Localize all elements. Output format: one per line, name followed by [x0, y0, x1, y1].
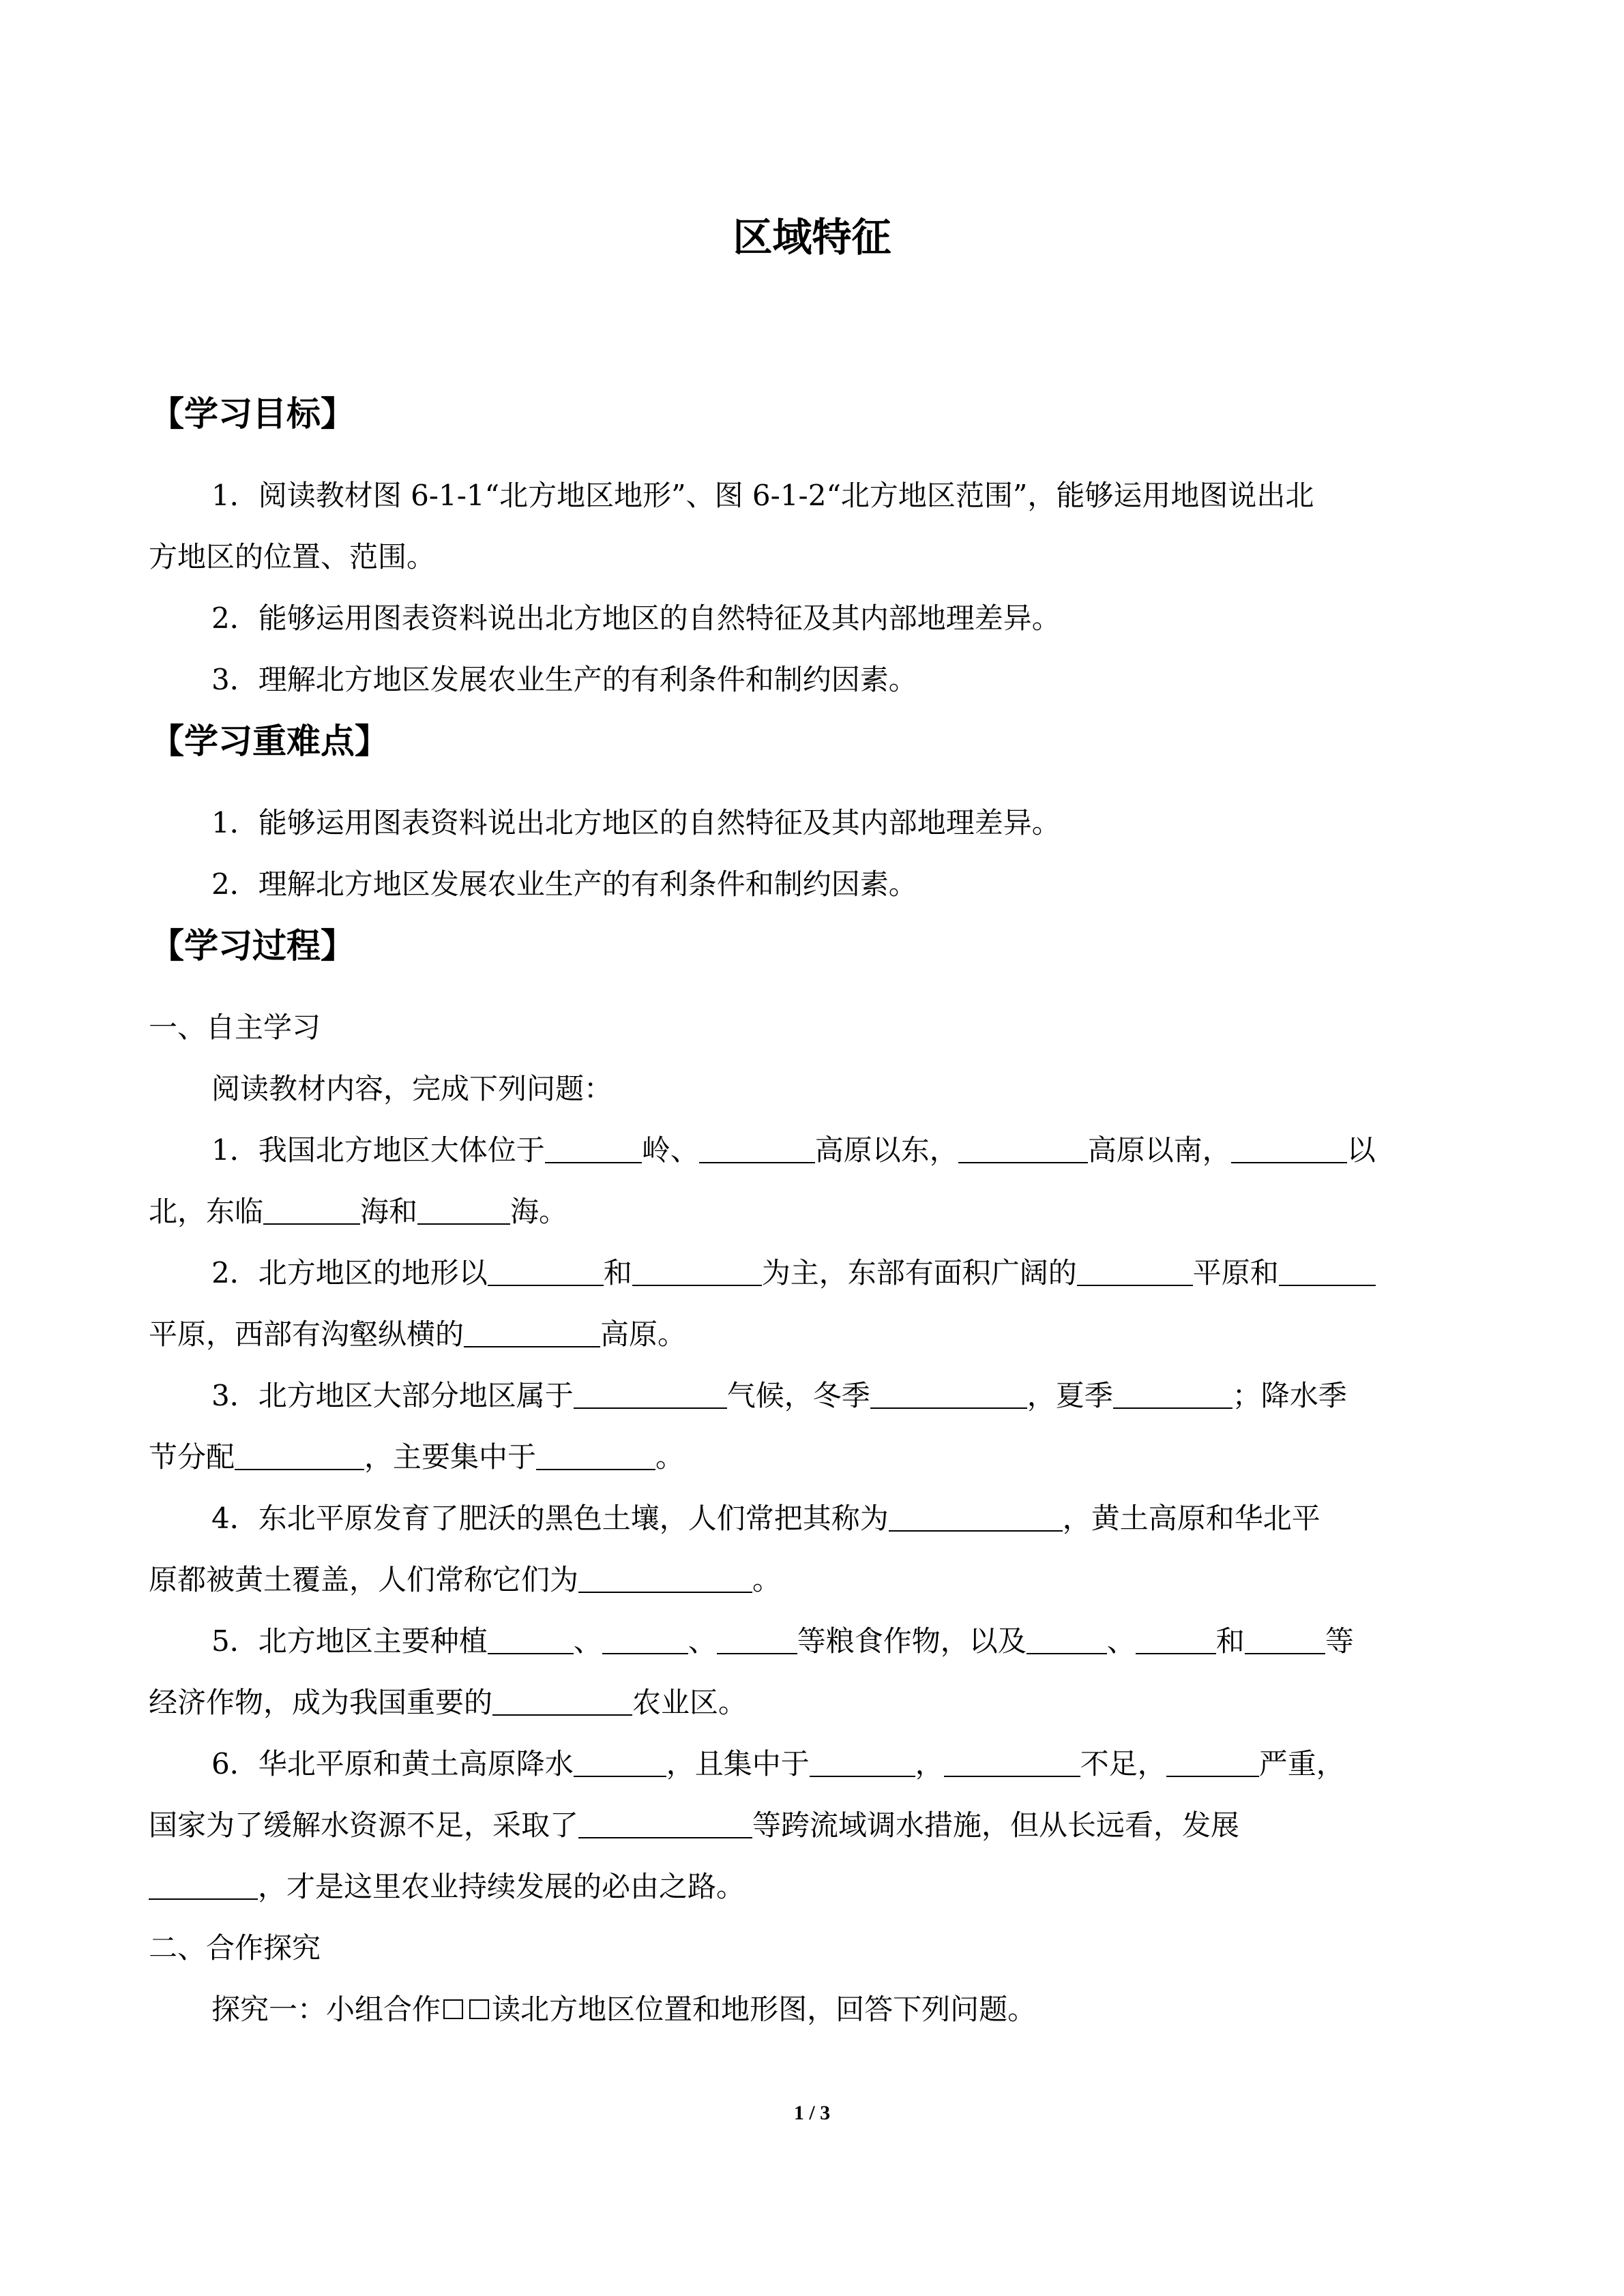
fill-blank[interactable] — [699, 1133, 815, 1163]
q2-text-c: 为主，东部有面积广阔的 — [761, 1256, 1077, 1289]
fill-blank[interactable] — [488, 1256, 604, 1286]
fill-blank[interactable] — [889, 1502, 1063, 1532]
heading-objectives: 【学习目标】 — [150, 394, 355, 434]
fill-blank[interactable] — [602, 1624, 688, 1654]
q3-text-c: ，夏季 — [1027, 1379, 1113, 1412]
fill-blank[interactable] — [810, 1747, 915, 1777]
question-5-line-1 — [211, 1621, 1354, 1662]
q6-text-g: 等跨流域调水措施，但从长远看，发展 — [752, 1808, 1240, 1842]
inquiry-1 — [211, 1989, 1036, 2030]
q4-text-b: ，黄土高原和华北平 — [1062, 1502, 1320, 1535]
fill-blank[interactable] — [149, 1870, 258, 1900]
q1-text-h: 海。 — [510, 1195, 568, 1228]
fill-blank[interactable] — [574, 1747, 666, 1777]
question-5-line-2 — [149, 1682, 747, 1723]
q3-text-b: 气候，冬季 — [726, 1379, 870, 1412]
section-self-study-title: 一、自主学习 — [149, 1011, 321, 1044]
question-3-line-1 — [211, 1375, 1347, 1416]
q5-text-g: 等 — [1325, 1624, 1354, 1658]
fill-blank[interactable] — [578, 1563, 752, 1593]
page-number: 1 / 3 — [793, 2102, 831, 2124]
fill-blank[interactable] — [1166, 1747, 1259, 1777]
question-1-line-2 — [149, 1191, 567, 1232]
question-2-line-1 — [211, 1253, 1376, 1294]
q2-text-d: 平原和 — [1192, 1256, 1279, 1289]
q1-text-b: 岭、 — [641, 1133, 699, 1167]
objective-1-line-1: 1．阅读教材图 6-1-1“北方地区地形”、图 6-1-2“北方地区范围”，能够运用地图说出北 — [211, 479, 1314, 512]
missing-glyph-box — [469, 1999, 489, 2019]
q3-text-d: ；降水季 — [1232, 1379, 1347, 1412]
fill-blank[interactable] — [1077, 1256, 1193, 1286]
q1-text-c: 高原以东， — [814, 1133, 958, 1167]
fill-blank[interactable] — [263, 1195, 360, 1225]
fill-blank[interactable] — [574, 1379, 727, 1409]
q1-text-g: 海和 — [360, 1195, 418, 1228]
fill-blank[interactable] — [944, 1747, 1080, 1777]
objective-3: 3．理解北方地区发展农业生产的有利条件和制约因素。 — [211, 663, 917, 696]
fill-blank[interactable] — [464, 1317, 600, 1347]
fill-blank[interactable] — [1113, 1379, 1232, 1409]
missing-glyph-box — [443, 1999, 463, 2019]
q6-text-a: 6．华北平原和黄土高原降水 — [211, 1747, 574, 1780]
question-4-line-2 — [149, 1560, 781, 1600]
q5-text-h: 经济作物，成为我国重要的 — [149, 1686, 493, 1719]
fill-blank[interactable] — [1279, 1256, 1376, 1286]
q3-text-e: 节分配 — [149, 1440, 235, 1474]
objective-2: 2．能够运用图表资料说出北方地区的自然特征及其内部地理差异。 — [211, 601, 1061, 635]
q3-text-f: ，主要集中于 — [364, 1440, 537, 1474]
question-3-line-2 — [149, 1437, 684, 1478]
fill-blank[interactable] — [958, 1133, 1088, 1163]
fill-blank[interactable] — [717, 1624, 797, 1654]
question-2-line-2 — [149, 1314, 686, 1355]
q5-text-c: 、 — [688, 1624, 717, 1658]
key-point-2: 2．理解北方地区发展农业生产的有利条件和制约因素。 — [211, 867, 917, 901]
q6-text-b: ，且集中于 — [666, 1747, 810, 1780]
q5-text-d: 等粮食作物，以及 — [797, 1624, 1027, 1658]
fill-blank[interactable] — [632, 1256, 762, 1286]
q1-text-d: 高原以南， — [1087, 1133, 1231, 1167]
q3-text-a: 3．北方地区大部分地区属于 — [211, 1379, 574, 1412]
fill-blank[interactable] — [545, 1133, 642, 1163]
q1-text-a: 1．我国北方地区大体位于 — [211, 1133, 545, 1167]
fill-blank[interactable] — [492, 1686, 632, 1716]
fill-blank[interactable] — [235, 1440, 364, 1470]
page-title: 区域特征 — [733, 214, 891, 260]
q1-text-f: 北，东临 — [149, 1195, 264, 1228]
q6-text-c: ， — [915, 1747, 944, 1780]
fill-blank[interactable] — [870, 1379, 1027, 1409]
q5-text-i: 农业区。 — [632, 1686, 748, 1719]
fill-blank[interactable] — [1136, 1624, 1216, 1654]
fill-blank[interactable] — [1027, 1624, 1107, 1654]
inquiry-text-b: 读北方地区位置和地形图，回答下列问题。 — [492, 1993, 1037, 2026]
inquiry-text-a: 探究一：小组合作 — [211, 1993, 441, 2026]
q2-text-f: 高原。 — [600, 1317, 687, 1351]
q2-text-a: 2．北方地区的地形以 — [211, 1256, 488, 1289]
fill-blank[interactable] — [417, 1195, 510, 1225]
objective-1-line-2: 方地区的位置、范围。 — [149, 540, 436, 573]
q5-text-b: 、 — [573, 1624, 602, 1658]
key-point-1: 1．能够运用图表资料说出北方地区的自然特征及其内部地理差异。 — [211, 806, 1061, 839]
q1-text-e: 以 — [1346, 1133, 1376, 1167]
fill-blank[interactable] — [536, 1440, 655, 1470]
q5-text-e: 、 — [1106, 1624, 1136, 1658]
q2-text-b: 和 — [603, 1256, 632, 1289]
section-cooperation-title: 二、合作探究 — [149, 1931, 321, 1965]
q4-text-a: 4．东北平原发育了肥沃的黑色土壤，人们常把其称为 — [211, 1502, 889, 1535]
q6-text-f: 国家为了缓解水资源不足，采取了 — [149, 1808, 579, 1842]
q5-text-a: 5．北方地区主要种植 — [211, 1624, 488, 1658]
q6-text-h: ，才是这里农业持续发展的必由之路。 — [258, 1870, 745, 1903]
q4-text-c: 原都被黄土覆盖，人们常称它们为 — [149, 1563, 579, 1596]
heading-process: 【学习过程】 — [150, 926, 355, 966]
heading-key-points: 【学习重难点】 — [150, 721, 389, 761]
q6-text-d: 不足， — [1080, 1747, 1166, 1780]
question-6-line-3 — [149, 1866, 745, 1907]
fill-blank[interactable] — [488, 1624, 574, 1654]
question-4-line-1 — [211, 1498, 1320, 1539]
fill-blank[interactable] — [1231, 1133, 1347, 1163]
self-study-intro: 阅读教材内容，完成下列问题： — [211, 1072, 613, 1105]
fill-blank[interactable] — [1245, 1624, 1325, 1654]
q5-text-f: 和 — [1215, 1624, 1245, 1658]
question-6-line-2 — [149, 1805, 1239, 1846]
question-1-line-1 — [211, 1130, 1376, 1171]
question-6-line-1 — [211, 1744, 1345, 1785]
q6-text-e: 严重， — [1258, 1747, 1345, 1780]
q4-text-d: 。 — [752, 1563, 782, 1596]
q2-text-e: 平原，西部有沟壑纵横的 — [149, 1317, 464, 1351]
fill-blank[interactable] — [578, 1808, 752, 1838]
q3-text-g: 。 — [655, 1440, 685, 1474]
